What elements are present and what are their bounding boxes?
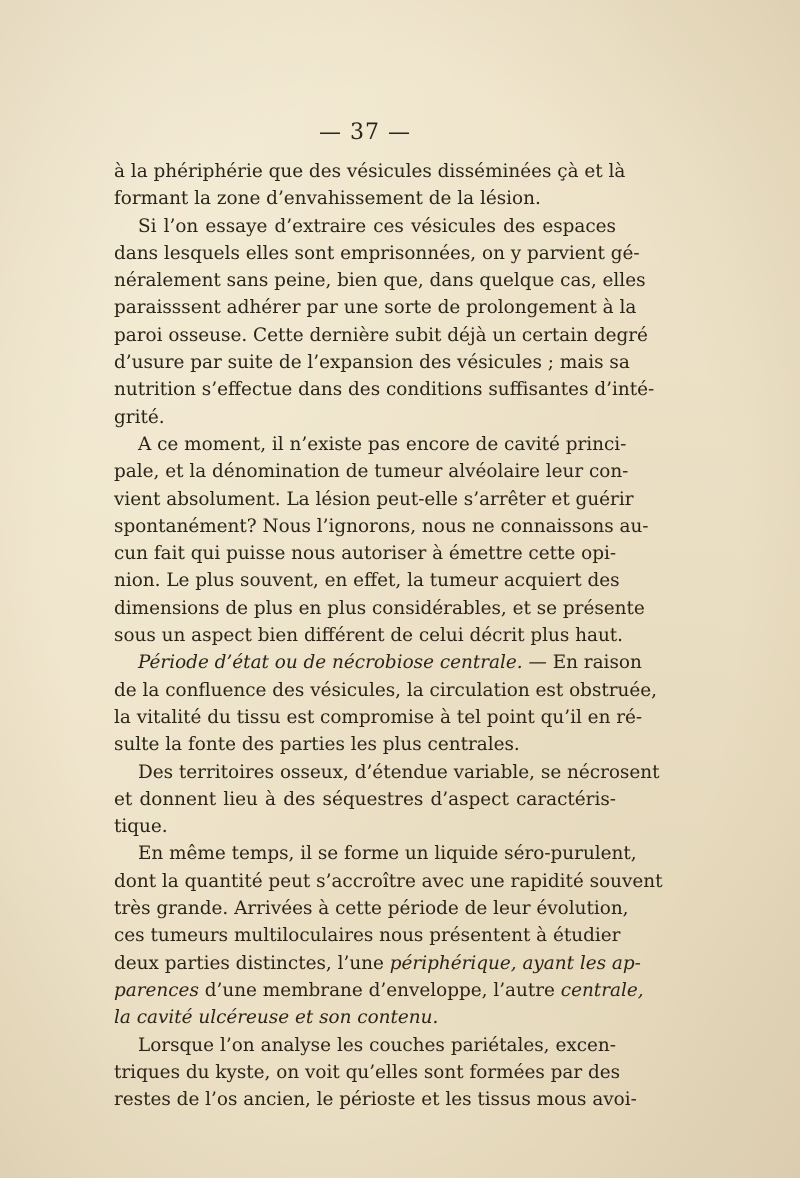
text-line: ces tumeurs multiloculaires nous présentent à étudier bbox=[114, 925, 621, 947]
text-line: Si l’on essaye d’extraire ces vésicules des espaces bbox=[138, 215, 616, 237]
text-line bbox=[114, 1004, 616, 1031]
text-line: et donnent lieu à des séquestres d’aspect caractéris- bbox=[114, 788, 616, 810]
text-line: de la confluence des vésicules, la circulation est obstruée, bbox=[114, 679, 658, 701]
text-line: sulte la fonte des parties les plus centrales. bbox=[114, 734, 520, 756]
text-run: — En raison bbox=[522, 652, 642, 674]
italic-text: la cavité ulcéreuse et son contenu. bbox=[114, 1007, 439, 1029]
text-line: Lorsque l’on analyse les couches pariétales, excen- bbox=[138, 1034, 616, 1056]
text-line: grité. bbox=[114, 406, 165, 428]
text-line: nion. Le plus souvent, en effet, la tumeur acquiert des bbox=[114, 570, 620, 592]
text-line bbox=[114, 950, 641, 977]
text-line: nutrition s’effectue dans des conditions suffisantes d’inté- bbox=[114, 379, 655, 401]
italic-text: Période d’état ou de nécrobiose centrale. bbox=[138, 652, 523, 674]
text-line: tique. bbox=[114, 816, 168, 838]
text-line: néralement sans peine, bien que, dans quelque cas, elles bbox=[114, 270, 646, 292]
text-line: pale, et la dénomination de tumeur alvéolaire leur con- bbox=[114, 461, 629, 483]
text-line: la vitalité du tissu est compromise à tel point qu’il en ré- bbox=[114, 706, 643, 728]
text-line: à la phériphérie que des vésicules disséminées çà et là bbox=[114, 161, 626, 182]
text-line: En même temps, il se forme un liquide séro-purulent, bbox=[138, 843, 637, 865]
italic-text: parences bbox=[114, 979, 199, 1001]
italic-text: périphérique, ayant les ap- bbox=[389, 952, 641, 974]
text-line: paroi osseuse. Cette dernière subit déjà un certain degré bbox=[114, 324, 648, 346]
text-line: spontanément? Nous l’ignorons, nous ne connaissons au- bbox=[114, 515, 649, 537]
text-line: vient absolument. La lésion peut-elle s’arrêter et guérir bbox=[114, 488, 634, 510]
body-text bbox=[114, 158, 663, 1113]
text-run: deux parties distinctes, l’une bbox=[114, 952, 390, 974]
text-line: restes de l’os ancien, le périoste et les tissus mous avoi- bbox=[114, 1089, 637, 1111]
text-line: triques du kyste, on voit qu’elles sont formées par des bbox=[114, 1061, 621, 1083]
text-line: dont la quantité peut s’accroître avec une rapidité souvent bbox=[114, 870, 663, 892]
page-number: — 37 — bbox=[319, 120, 411, 145]
italic-text: centrale, bbox=[560, 979, 644, 1001]
text-run: d’une membrane d’enveloppe, l’autre bbox=[198, 979, 561, 1001]
text-line bbox=[114, 977, 644, 1004]
text-line: Des territoires osseux, d’étendue variable, se nécrosent bbox=[138, 761, 660, 783]
text-line: sous un aspect bien différent de celui décrit plus haut. bbox=[114, 625, 624, 647]
text-line: très grande. Arrivées à cette période de leur évolution, bbox=[114, 898, 629, 920]
text-line: d’usure par suite de l’expansion des vésicules ; mais sa bbox=[114, 352, 630, 374]
text-line bbox=[114, 649, 642, 676]
text-line: dans lesquels elles sont emprisonnées, on y parvient gé- bbox=[114, 242, 640, 264]
text-line: formant la zone d’envahissement de la lésion. bbox=[114, 188, 541, 210]
text-line: cun fait qui puisse nous autoriser à émettre cette opi- bbox=[114, 543, 617, 565]
text-line: A ce moment, il n’existe pas encore de cavité princi- bbox=[138, 433, 627, 455]
text-line: dimensions de plus en plus considérables, et se présente bbox=[114, 597, 645, 619]
text-line: paraisssent adhérer par une sorte de prolongement à la bbox=[114, 297, 637, 319]
